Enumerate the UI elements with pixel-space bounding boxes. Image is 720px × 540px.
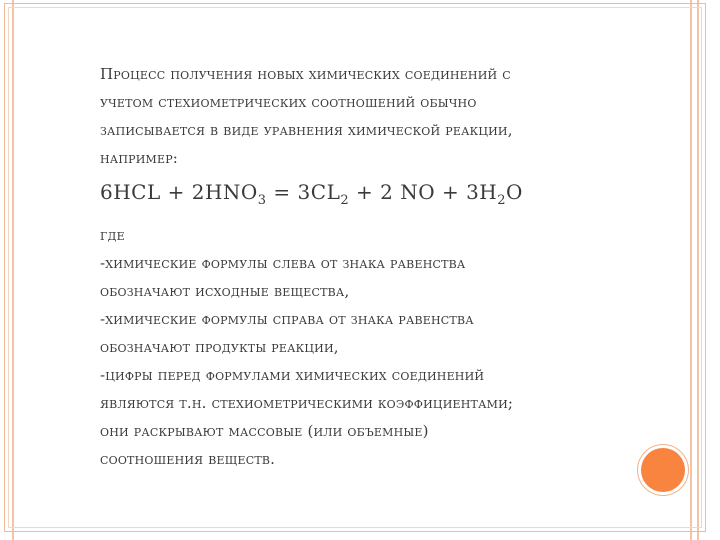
text-line-8: -химические формулы справа от знака равенства bbox=[100, 310, 474, 328]
slide-content bbox=[100, 60, 700, 473]
equation-part-2: = 3CL bbox=[266, 180, 341, 204]
equation-part-4: O bbox=[506, 180, 523, 204]
equation-part-3: + 2 NO + 3H bbox=[349, 180, 498, 204]
text-line-13: соотношения веществ. bbox=[100, 450, 276, 468]
decor-orange-circle bbox=[641, 448, 685, 492]
text-line-5: где bbox=[100, 226, 125, 244]
text-line-4: например: bbox=[100, 149, 179, 167]
equation-sub-3: 2 bbox=[497, 193, 507, 208]
chemical-equation bbox=[100, 176, 700, 217]
text-line-3: записывается в виде уравнения химической реакции, bbox=[100, 121, 513, 139]
text-line-9: обозначают продукты реакции, bbox=[100, 338, 339, 356]
text-line-2: учетом стехиометрических соотношений обычно bbox=[100, 93, 477, 111]
text-line-12: они раскрывают массовые (или объемные) bbox=[100, 422, 429, 440]
text-line-10: -цифры перед формулами химических соединений bbox=[100, 366, 485, 384]
equation-sub-2: 2 bbox=[340, 193, 350, 208]
equation-sub-1: 3 bbox=[257, 193, 267, 208]
text-line-6: -химические формулы слева от знака равенства bbox=[100, 254, 466, 272]
equation-part-1: 6HCL + 2HNO bbox=[100, 180, 258, 204]
text-line-7: обозначают исходные вещества, bbox=[100, 282, 350, 300]
text-line-1: Процесс получения новых химических соединений с bbox=[100, 65, 511, 83]
text-line-11: являются т.н. стехиометрическими коэффициентами; bbox=[100, 394, 514, 412]
